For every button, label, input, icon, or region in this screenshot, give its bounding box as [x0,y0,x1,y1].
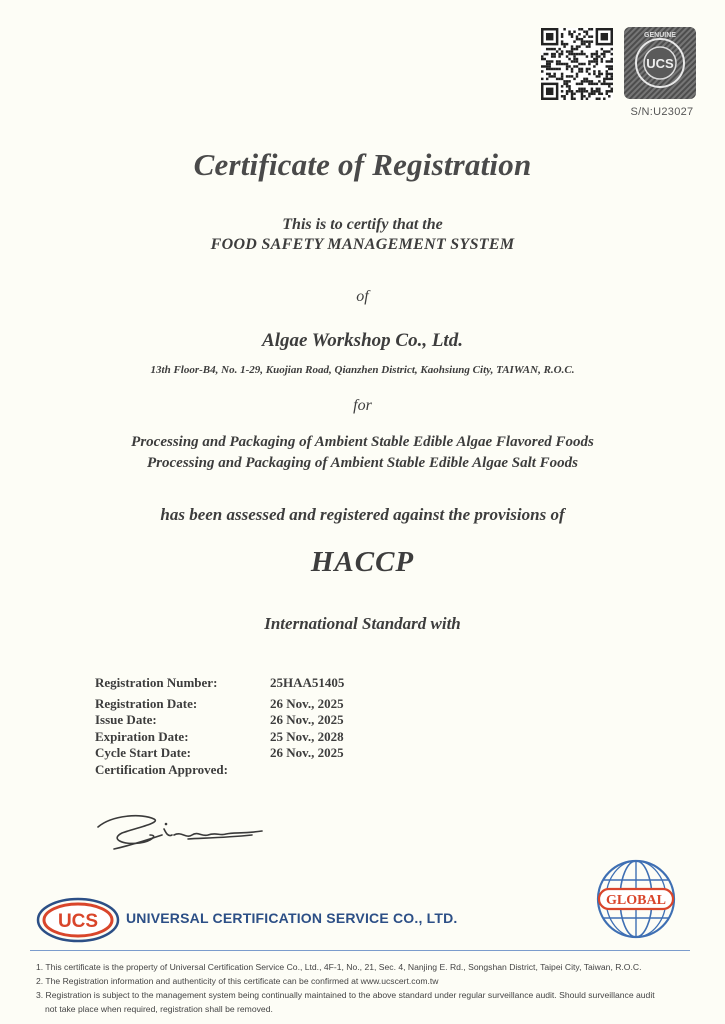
genuine-seal-icon [624,27,696,99]
scope-line-1: Processing and Packaging of Ambient Stable Edible Algae Flavored Foods [131,434,594,450]
footer-divider [30,950,690,951]
registration-details [95,675,344,778]
qr-code[interactable] [541,28,613,100]
detail-value: 26 Nov., 2025 [270,712,344,727]
detail-row [95,729,344,746]
detail-label: Expiration Date: [95,728,189,744]
detail-row [95,696,344,713]
certify-line-2: FOOD SAFETY MANAGEMENT SYSTEM [210,236,515,253]
detail-row [95,762,344,779]
scope-line-2: Processing and Packaging of Ambient Stable Edible Algae Salt Foods [147,455,578,471]
assessed-statement: has been assessed and registered against the provisions of [160,505,565,524]
seal-ring-text: GENUINE [644,32,676,39]
global-logo-text: GLOBAL [606,893,666,908]
detail-label: Certification Approved: [95,761,228,777]
footnote: 1. This certificate is the property of Universal Certification Service Co., Ltd., 4F-1, No., 21, Sec. 4, Nanjing E. Rd., Songshan District, Taipei City, Taiwan, R.O.C. [36,962,642,972]
footnote: 2. The Registration information and authenticity of this certificate can be confirmed at www.ucscert.com.tw [36,976,439,986]
detail-row [95,675,344,692]
signature-image [92,805,272,857]
company-address: 13th Floor-B4, No. 1-29, Kuojian Road, Qianzhen District, Kaohsiung City, TAIWAN, R.O.C. [150,364,575,376]
certify-line-1: This is to certify that the [282,216,443,233]
footnote-continuation: not take place when required, registration shall be removed. [45,1004,273,1014]
standard-name: HACCP [310,546,415,578]
issuer-name: UNIVERSAL CERTIFICATION SERVICE CO., LTD. [126,910,458,926]
footnotes [36,960,686,1016]
certificate-title: Certificate of Registration [193,147,532,182]
detail-value: 26 Nov., 2025 [270,695,344,711]
detail-label: Cycle Start Date: [95,745,192,760]
detail-value: 26 Nov., 2025 [270,745,344,760]
detail-row [95,745,344,762]
ucs-logo-text: UCS [57,911,99,932]
detail-label: Registration Number: [95,675,218,690]
of-text: of [356,288,369,305]
for-text: for [353,397,372,414]
detail-label: Issue Date: [95,712,157,727]
detail-value: 25HAA51405 [270,675,345,690]
detail-value: 25 Nov., 2028 [270,728,344,744]
company-name: Algae Workshop Co., Ltd. [262,330,463,351]
detail-label: Registration Date: [95,695,198,711]
footnote: 3. Registration is subject to the management system being continually maintained to the above standard under regular surveillance audit. Should surveillance audit [36,990,655,1000]
detail-row [95,712,344,729]
serial-number: S/N:U23027 [630,106,694,118]
international-standard: International Standard with [264,614,461,633]
ucs-logo [36,896,120,944]
seal-text: UCS [646,56,674,71]
global-globe-logo [595,858,677,940]
